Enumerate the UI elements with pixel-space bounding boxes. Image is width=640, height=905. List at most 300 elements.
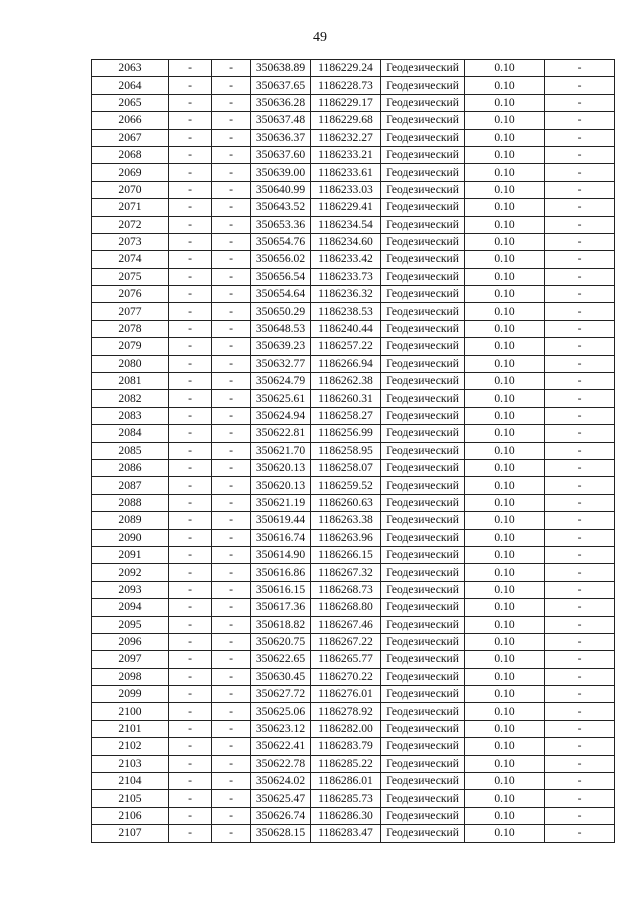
column-2-cell: - xyxy=(169,720,212,737)
x-coordinate-cell: 350628.15 xyxy=(251,825,311,842)
point-number-cell: 2099 xyxy=(92,686,169,703)
method-cell: Геодезический xyxy=(381,251,465,268)
x-coordinate-cell: 350619.44 xyxy=(251,512,311,529)
column-3-cell: - xyxy=(212,407,251,424)
accuracy-cell: 0.10 xyxy=(465,251,545,268)
column-3-cell: - xyxy=(212,494,251,511)
point-number-cell: 2078 xyxy=(92,320,169,337)
accuracy-cell: 0.10 xyxy=(465,581,545,598)
y-coordinate-cell: 1186263.38 xyxy=(311,512,381,529)
table-row xyxy=(92,633,615,650)
method-cell: Геодезический xyxy=(381,338,465,355)
y-coordinate-cell: 1186234.54 xyxy=(311,216,381,233)
point-number-cell: 2083 xyxy=(92,407,169,424)
y-coordinate-cell: 1186233.73 xyxy=(311,268,381,285)
point-number-cell: 2105 xyxy=(92,790,169,807)
last-column-cell: - xyxy=(545,807,615,824)
last-column-cell: - xyxy=(545,477,615,494)
method-cell: Геодезический xyxy=(381,320,465,337)
table-row xyxy=(92,790,615,807)
column-2-cell: - xyxy=(169,112,212,129)
x-coordinate-cell: 350632.77 xyxy=(251,355,311,372)
last-column-cell: - xyxy=(545,564,615,581)
y-coordinate-cell: 1186283.47 xyxy=(311,825,381,842)
y-coordinate-cell: 1186233.42 xyxy=(311,251,381,268)
x-coordinate-cell: 350637.48 xyxy=(251,112,311,129)
coordinates-table xyxy=(91,59,615,843)
method-cell: Геодезический xyxy=(381,60,465,77)
column-2-cell: - xyxy=(169,286,212,303)
point-number-cell: 2092 xyxy=(92,564,169,581)
x-coordinate-cell: 350654.76 xyxy=(251,233,311,250)
last-column-cell: - xyxy=(545,720,615,737)
y-coordinate-cell: 1186268.80 xyxy=(311,599,381,616)
accuracy-cell: 0.10 xyxy=(465,755,545,772)
y-coordinate-cell: 1186285.22 xyxy=(311,755,381,772)
accuracy-cell: 0.10 xyxy=(465,807,545,824)
table-row xyxy=(92,703,615,720)
x-coordinate-cell: 350639.23 xyxy=(251,338,311,355)
accuracy-cell: 0.10 xyxy=(465,425,545,442)
y-coordinate-cell: 1186262.38 xyxy=(311,373,381,390)
y-coordinate-cell: 1186278.92 xyxy=(311,703,381,720)
column-3-cell: - xyxy=(212,720,251,737)
y-coordinate-cell: 1186234.60 xyxy=(311,233,381,250)
accuracy-cell: 0.10 xyxy=(465,442,545,459)
x-coordinate-cell: 350637.65 xyxy=(251,77,311,94)
method-cell: Геодезический xyxy=(381,512,465,529)
column-3-cell: - xyxy=(212,355,251,372)
column-3-cell: - xyxy=(212,146,251,163)
last-column-cell: - xyxy=(545,77,615,94)
accuracy-cell: 0.10 xyxy=(465,825,545,842)
point-number-cell: 2079 xyxy=(92,338,169,355)
method-cell: Геодезический xyxy=(381,112,465,129)
table-row xyxy=(92,181,615,198)
column-2-cell: - xyxy=(169,199,212,216)
y-coordinate-cell: 1186286.30 xyxy=(311,807,381,824)
column-2-cell: - xyxy=(169,773,212,790)
last-column-cell: - xyxy=(545,581,615,598)
y-coordinate-cell: 1186258.07 xyxy=(311,459,381,476)
column-3-cell: - xyxy=(212,564,251,581)
y-coordinate-cell: 1186229.68 xyxy=(311,112,381,129)
column-2-cell: - xyxy=(169,94,212,111)
column-3-cell: - xyxy=(212,755,251,772)
column-2-cell: - xyxy=(169,355,212,372)
y-coordinate-cell: 1186260.63 xyxy=(311,494,381,511)
point-number-cell: 2086 xyxy=(92,459,169,476)
x-coordinate-cell: 350638.89 xyxy=(251,60,311,77)
method-cell: Геодезический xyxy=(381,233,465,250)
point-number-cell: 2087 xyxy=(92,477,169,494)
point-number-cell: 2100 xyxy=(92,703,169,720)
last-column-cell: - xyxy=(545,164,615,181)
last-column-cell: - xyxy=(545,320,615,337)
accuracy-cell: 0.10 xyxy=(465,738,545,755)
table-row xyxy=(92,651,615,668)
last-column-cell: - xyxy=(545,738,615,755)
column-3-cell: - xyxy=(212,112,251,129)
x-coordinate-cell: 350625.61 xyxy=(251,390,311,407)
last-column-cell: - xyxy=(545,686,615,703)
y-coordinate-cell: 1186236.32 xyxy=(311,286,381,303)
table-row xyxy=(92,233,615,250)
column-3-cell: - xyxy=(212,790,251,807)
column-3-cell: - xyxy=(212,599,251,616)
point-number-cell: 2085 xyxy=(92,442,169,459)
x-coordinate-cell: 350624.02 xyxy=(251,773,311,790)
column-3-cell: - xyxy=(212,181,251,198)
method-cell: Геодезический xyxy=(381,773,465,790)
column-3-cell: - xyxy=(212,477,251,494)
table-row xyxy=(92,720,615,737)
x-coordinate-cell: 350623.12 xyxy=(251,720,311,737)
accuracy-cell: 0.10 xyxy=(465,216,545,233)
x-coordinate-cell: 350624.94 xyxy=(251,407,311,424)
column-2-cell: - xyxy=(169,686,212,703)
last-column-cell: - xyxy=(545,773,615,790)
column-3-cell: - xyxy=(212,251,251,268)
last-column-cell: - xyxy=(545,303,615,320)
point-number-cell: 2089 xyxy=(92,512,169,529)
accuracy-cell: 0.10 xyxy=(465,355,545,372)
x-coordinate-cell: 350625.06 xyxy=(251,703,311,720)
table-row xyxy=(92,668,615,685)
table-row xyxy=(92,390,615,407)
table-row xyxy=(92,355,615,372)
table-row xyxy=(92,199,615,216)
x-coordinate-cell: 350653.36 xyxy=(251,216,311,233)
method-cell: Геодезический xyxy=(381,720,465,737)
last-column-cell: - xyxy=(545,286,615,303)
accuracy-cell: 0.10 xyxy=(465,146,545,163)
accuracy-cell: 0.10 xyxy=(465,703,545,720)
point-number-cell: 2098 xyxy=(92,668,169,685)
method-cell: Геодезический xyxy=(381,651,465,668)
column-2-cell: - xyxy=(169,181,212,198)
column-3-cell: - xyxy=(212,633,251,650)
method-cell: Геодезический xyxy=(381,146,465,163)
last-column-cell: - xyxy=(545,199,615,216)
accuracy-cell: 0.10 xyxy=(465,512,545,529)
last-column-cell: - xyxy=(545,233,615,250)
column-3-cell: - xyxy=(212,390,251,407)
accuracy-cell: 0.10 xyxy=(465,546,545,563)
method-cell: Геодезический xyxy=(381,703,465,720)
method-cell: Геодезический xyxy=(381,581,465,598)
point-number-cell: 2081 xyxy=(92,373,169,390)
last-column-cell: - xyxy=(545,790,615,807)
accuracy-cell: 0.10 xyxy=(465,303,545,320)
table-row xyxy=(92,112,615,129)
table-row xyxy=(92,773,615,790)
column-2-cell: - xyxy=(169,60,212,77)
accuracy-cell: 0.10 xyxy=(465,77,545,94)
method-cell: Геодезический xyxy=(381,94,465,111)
column-2-cell: - xyxy=(169,703,212,720)
last-column-cell: - xyxy=(545,459,615,476)
y-coordinate-cell: 1186232.27 xyxy=(311,129,381,146)
point-number-cell: 2075 xyxy=(92,268,169,285)
column-3-cell: - xyxy=(212,94,251,111)
column-2-cell: - xyxy=(169,407,212,424)
method-cell: Геодезический xyxy=(381,807,465,824)
x-coordinate-cell: 350622.65 xyxy=(251,651,311,668)
column-2-cell: - xyxy=(169,268,212,285)
column-3-cell: - xyxy=(212,773,251,790)
column-3-cell: - xyxy=(212,77,251,94)
y-coordinate-cell: 1186258.95 xyxy=(311,442,381,459)
y-coordinate-cell: 1186276.01 xyxy=(311,686,381,703)
column-2-cell: - xyxy=(169,807,212,824)
column-2-cell: - xyxy=(169,546,212,563)
y-coordinate-cell: 1186267.32 xyxy=(311,564,381,581)
column-2-cell: - xyxy=(169,233,212,250)
method-cell: Геодезический xyxy=(381,268,465,285)
x-coordinate-cell: 350643.52 xyxy=(251,199,311,216)
column-3-cell: - xyxy=(212,425,251,442)
method-cell: Геодезический xyxy=(381,164,465,181)
method-cell: Геодезический xyxy=(381,755,465,772)
column-2-cell: - xyxy=(169,320,212,337)
column-3-cell: - xyxy=(212,286,251,303)
method-cell: Геодезический xyxy=(381,529,465,546)
x-coordinate-cell: 350650.29 xyxy=(251,303,311,320)
column-2-cell: - xyxy=(169,77,212,94)
accuracy-cell: 0.10 xyxy=(465,529,545,546)
column-2-cell: - xyxy=(169,129,212,146)
y-coordinate-cell: 1186263.96 xyxy=(311,529,381,546)
method-cell: Геодезический xyxy=(381,494,465,511)
table-row xyxy=(92,338,615,355)
column-3-cell: - xyxy=(212,268,251,285)
accuracy-cell: 0.10 xyxy=(465,129,545,146)
accuracy-cell: 0.10 xyxy=(465,564,545,581)
y-coordinate-cell: 1186229.41 xyxy=(311,199,381,216)
accuracy-cell: 0.10 xyxy=(465,686,545,703)
x-coordinate-cell: 350614.90 xyxy=(251,546,311,563)
y-coordinate-cell: 1186257.22 xyxy=(311,338,381,355)
x-coordinate-cell: 350620.13 xyxy=(251,459,311,476)
point-number-cell: 2077 xyxy=(92,303,169,320)
table-row xyxy=(92,494,615,511)
table-row xyxy=(92,599,615,616)
point-number-cell: 2067 xyxy=(92,129,169,146)
x-coordinate-cell: 350640.99 xyxy=(251,181,311,198)
accuracy-cell: 0.10 xyxy=(465,181,545,198)
method-cell: Геодезический xyxy=(381,633,465,650)
table-row xyxy=(92,216,615,233)
y-coordinate-cell: 1186286.01 xyxy=(311,773,381,790)
point-number-cell: 2065 xyxy=(92,94,169,111)
column-2-cell: - xyxy=(169,790,212,807)
last-column-cell: - xyxy=(545,181,615,198)
x-coordinate-cell: 350622.41 xyxy=(251,738,311,755)
column-2-cell: - xyxy=(169,373,212,390)
point-number-cell: 2094 xyxy=(92,599,169,616)
point-number-cell: 2064 xyxy=(92,77,169,94)
accuracy-cell: 0.10 xyxy=(465,338,545,355)
method-cell: Геодезический xyxy=(381,181,465,198)
table-row xyxy=(92,251,615,268)
point-number-cell: 2066 xyxy=(92,112,169,129)
y-coordinate-cell: 1186233.21 xyxy=(311,146,381,163)
table-row xyxy=(92,94,615,111)
column-3-cell: - xyxy=(212,320,251,337)
last-column-cell: - xyxy=(545,755,615,772)
table-row xyxy=(92,407,615,424)
last-column-cell: - xyxy=(545,355,615,372)
y-coordinate-cell: 1186229.17 xyxy=(311,94,381,111)
x-coordinate-cell: 350627.72 xyxy=(251,686,311,703)
last-column-cell: - xyxy=(545,425,615,442)
column-3-cell: - xyxy=(212,442,251,459)
accuracy-cell: 0.10 xyxy=(465,494,545,511)
table-row xyxy=(92,268,615,285)
table-row xyxy=(92,825,615,842)
accuracy-cell: 0.10 xyxy=(465,390,545,407)
column-2-cell: - xyxy=(169,164,212,181)
column-2-cell: - xyxy=(169,512,212,529)
x-coordinate-cell: 350616.86 xyxy=(251,564,311,581)
accuracy-cell: 0.10 xyxy=(465,459,545,476)
x-coordinate-cell: 350630.45 xyxy=(251,668,311,685)
point-number-cell: 2084 xyxy=(92,425,169,442)
column-3-cell: - xyxy=(212,338,251,355)
method-cell: Геодезический xyxy=(381,738,465,755)
column-2-cell: - xyxy=(169,738,212,755)
column-2-cell: - xyxy=(169,425,212,442)
column-3-cell: - xyxy=(212,738,251,755)
accuracy-cell: 0.10 xyxy=(465,164,545,181)
method-cell: Геодезический xyxy=(381,303,465,320)
point-number-cell: 2082 xyxy=(92,390,169,407)
column-3-cell: - xyxy=(212,686,251,703)
method-cell: Геодезический xyxy=(381,355,465,372)
accuracy-cell: 0.10 xyxy=(465,320,545,337)
point-number-cell: 2072 xyxy=(92,216,169,233)
last-column-cell: - xyxy=(545,442,615,459)
method-cell: Геодезический xyxy=(381,425,465,442)
x-coordinate-cell: 350620.13 xyxy=(251,477,311,494)
column-2-cell: - xyxy=(169,494,212,511)
x-coordinate-cell: 350621.70 xyxy=(251,442,311,459)
x-coordinate-cell: 350654.64 xyxy=(251,286,311,303)
point-number-cell: 2073 xyxy=(92,233,169,250)
column-3-cell: - xyxy=(212,529,251,546)
y-coordinate-cell: 1186270.22 xyxy=(311,668,381,685)
last-column-cell: - xyxy=(545,146,615,163)
column-2-cell: - xyxy=(169,251,212,268)
method-cell: Геодезический xyxy=(381,216,465,233)
x-coordinate-cell: 350637.60 xyxy=(251,146,311,163)
accuracy-cell: 0.10 xyxy=(465,599,545,616)
last-column-cell: - xyxy=(545,94,615,111)
column-2-cell: - xyxy=(169,529,212,546)
table-row xyxy=(92,738,615,755)
y-coordinate-cell: 1186233.61 xyxy=(311,164,381,181)
column-2-cell: - xyxy=(169,825,212,842)
point-number-cell: 2071 xyxy=(92,199,169,216)
accuracy-cell: 0.10 xyxy=(465,633,545,650)
y-coordinate-cell: 1186240.44 xyxy=(311,320,381,337)
point-number-cell: 2068 xyxy=(92,146,169,163)
x-coordinate-cell: 350656.54 xyxy=(251,268,311,285)
column-3-cell: - xyxy=(212,216,251,233)
column-3-cell: - xyxy=(212,703,251,720)
table-row xyxy=(92,129,615,146)
point-number-cell: 2101 xyxy=(92,720,169,737)
last-column-cell: - xyxy=(545,112,615,129)
table-row xyxy=(92,425,615,442)
column-3-cell: - xyxy=(212,581,251,598)
column-3-cell: - xyxy=(212,616,251,633)
last-column-cell: - xyxy=(545,338,615,355)
method-cell: Геодезический xyxy=(381,390,465,407)
table-row xyxy=(92,164,615,181)
x-coordinate-cell: 350622.81 xyxy=(251,425,311,442)
table-row xyxy=(92,686,615,703)
last-column-cell: - xyxy=(545,60,615,77)
accuracy-cell: 0.10 xyxy=(465,286,545,303)
table-row xyxy=(92,529,615,546)
point-number-cell: 2080 xyxy=(92,355,169,372)
column-2-cell: - xyxy=(169,616,212,633)
last-column-cell: - xyxy=(545,825,615,842)
y-coordinate-cell: 1186282.00 xyxy=(311,720,381,737)
last-column-cell: - xyxy=(545,216,615,233)
column-3-cell: - xyxy=(212,807,251,824)
accuracy-cell: 0.10 xyxy=(465,773,545,790)
last-column-cell: - xyxy=(545,407,615,424)
column-2-cell: - xyxy=(169,564,212,581)
method-cell: Геодезический xyxy=(381,616,465,633)
accuracy-cell: 0.10 xyxy=(465,373,545,390)
y-coordinate-cell: 1186256.99 xyxy=(311,425,381,442)
point-number-cell: 2076 xyxy=(92,286,169,303)
column-2-cell: - xyxy=(169,668,212,685)
accuracy-cell: 0.10 xyxy=(465,268,545,285)
last-column-cell: - xyxy=(545,251,615,268)
x-coordinate-cell: 350622.78 xyxy=(251,755,311,772)
y-coordinate-cell: 1186229.24 xyxy=(311,60,381,77)
column-2-cell: - xyxy=(169,216,212,233)
column-3-cell: - xyxy=(212,459,251,476)
point-number-cell: 2063 xyxy=(92,60,169,77)
last-column-cell: - xyxy=(545,129,615,146)
method-cell: Геодезический xyxy=(381,407,465,424)
table-row xyxy=(92,616,615,633)
accuracy-cell: 0.10 xyxy=(465,94,545,111)
accuracy-cell: 0.10 xyxy=(465,112,545,129)
table-row xyxy=(92,477,615,494)
x-coordinate-cell: 350636.37 xyxy=(251,129,311,146)
y-coordinate-cell: 1186268.73 xyxy=(311,581,381,598)
accuracy-cell: 0.10 xyxy=(465,477,545,494)
table-row xyxy=(92,286,615,303)
last-column-cell: - xyxy=(545,390,615,407)
x-coordinate-cell: 350618.82 xyxy=(251,616,311,633)
accuracy-cell: 0.10 xyxy=(465,407,545,424)
method-cell: Геодезический xyxy=(381,199,465,216)
y-coordinate-cell: 1186266.94 xyxy=(311,355,381,372)
column-3-cell: - xyxy=(212,129,251,146)
x-coordinate-cell: 350626.74 xyxy=(251,807,311,824)
method-cell: Геодезический xyxy=(381,459,465,476)
accuracy-cell: 0.10 xyxy=(465,790,545,807)
column-2-cell: - xyxy=(169,146,212,163)
